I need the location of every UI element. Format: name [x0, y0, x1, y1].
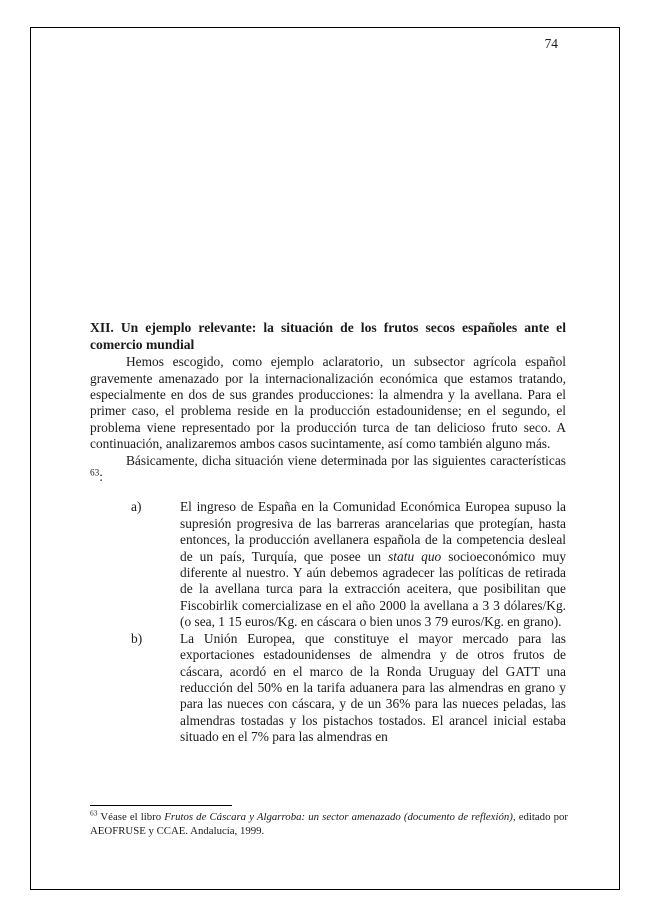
page-content [90, 320, 566, 746]
footnote-text-segment: editado por AEOFRUSE y CCAE. Andalucía, 1999. [90, 811, 568, 837]
list-item-text [180, 631, 566, 746]
list-item-text [180, 499, 566, 630]
list-item-text-segment: socioeconómico muy diferente al nuestro. Y aún debemos agradecer las políticas de retirada de la avellana turca para la extracción aceitera, que posibilitan que Fiscobirlik comercializase en el año 2000 la avellana a 3 3 dólares/Kg. (o sea, 1 15 euros/Kg. en cáscara o bien unos 3 79 euros/Kg. en grano). [180, 548, 567, 630]
list-item-text-segment: La Unión Europea, que constituye el mayor mercado para las exportaciones estadounidenses de almendra y de otros frutos de cáscara, acordó en el marco de la Ronda Uruguay del GATT una reducción del 50% en la tarifa aduanera para las almendras en grano y para las nueces con cáscara, y de un 36% para las nueces peladas, las almendras tostadas y los pistachos tostados. El arancel inicial estaba situado en el 7% para las almendras en [180, 630, 566, 745]
lettered-list [90, 499, 566, 745]
list-marker: a) [131, 499, 142, 515]
list-item-italic-segment: statu quo [388, 548, 442, 564]
paragraph-2 [90, 453, 566, 486]
footnote-marker: 63 [90, 808, 98, 818]
paragraph-1: Hemos escogido, como ejemplo aclaratorio, un subsector agrícola español gravemente amenazado por la internacionalización económica que estamos tratando, especialmente en dos de sus grandes producciones: la almendra y la avellana. Para el primer caso, el problema reside en la producción estadounidense; en el segundo, el problema viene representado por la producción turca de tan delicioso fruto seco. A continuación, analizaremos ambos casos sucintamente, así como también alguno más. [90, 354, 566, 452]
list-item-a [131, 499, 566, 630]
footnote-separator [90, 805, 232, 806]
paragraph-2-text: Básicamente, dicha situación viene determinada por las siguientes características [126, 452, 566, 468]
footnote-text [90, 808, 568, 838]
page-number: 74 [544, 36, 558, 51]
list-marker: b) [131, 630, 143, 646]
list-item-text-segment: El ingreso de España en la Comunidad Económica Europea supuso la supresión progresiva de las barreras arancelarias que protegían, hasta entonces, la producción avellanera española de la competencia desleal de un país, Turquía, que posee un [180, 499, 566, 564]
list-item-b [131, 631, 566, 746]
footnote-reference: 63 [90, 467, 100, 478]
footnote-text-segment: Véase el libro [97, 811, 165, 823]
paragraph-2-colon: : [99, 469, 103, 485]
footnote [90, 805, 568, 838]
footnote-italic-title: Frutos de Cáscara y Algarroba: un sector amenazado (documento de reflexión), [164, 811, 516, 823]
section-heading: XII. Un ejemplo relevante: la situación de los frutos secos españoles ante el comercio mundial [90, 320, 566, 352]
